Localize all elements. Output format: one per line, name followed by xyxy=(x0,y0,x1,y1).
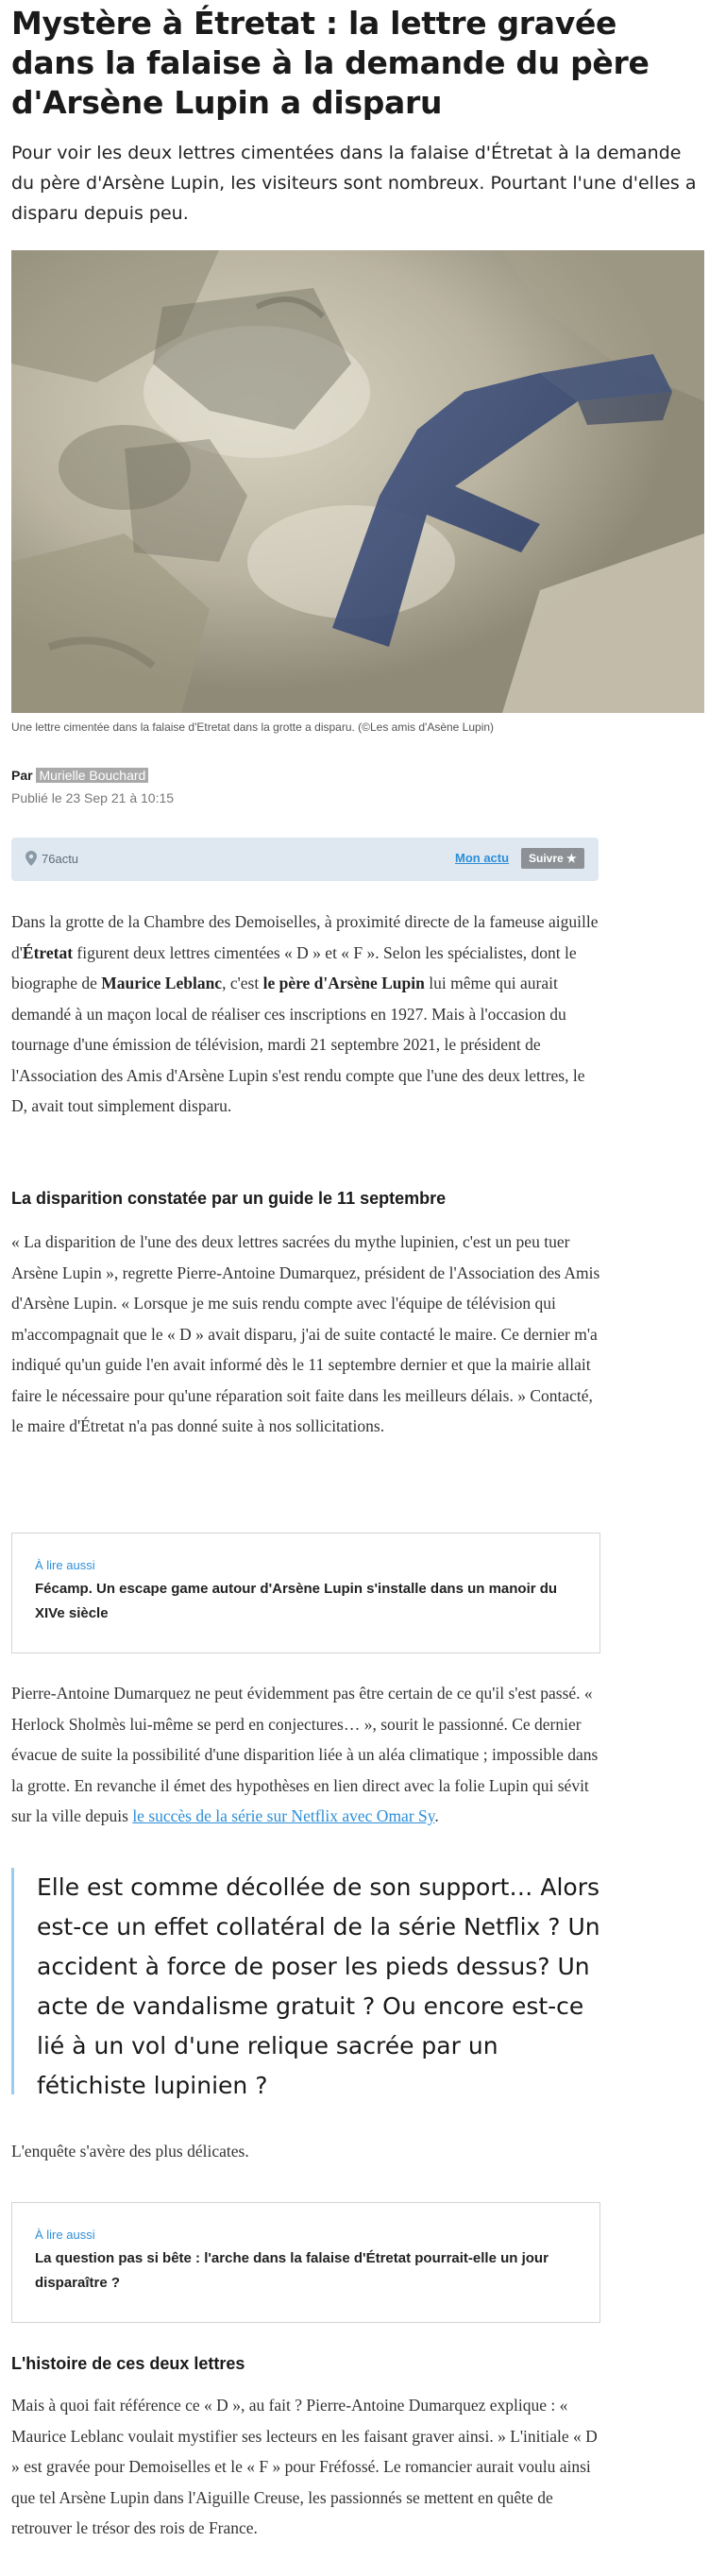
read-also-link[interactable]: Fécamp. Un escape game autour d'Arsène Lupin s'installe dans un manoir du XIVe siècle xyxy=(35,1581,558,1621)
read-also-link[interactable]: La question pas si bête : l'arche dans la falaise d'Étretat pourrait-elle un jour disparaître ? xyxy=(35,2250,549,2291)
read-also-box-2[interactable] xyxy=(11,2202,600,2323)
paragraph-5: Mais à quoi fait référence ce « D », au fait ? Pierre-Antoine Dumarquez explique : « Maurice Leblanc voulait mystifier ses lecteurs en les faisant graver ainsi. » L'initiale « D » est gravée pour Demoiselles et le « F » pour Fréfossé. Le romancier aurait voulu ainsi que tel Arsène Lupin dans l'Aiguille Creuse, les passionnés se mettent en quête de retrouver le trésor des rois de France. xyxy=(11,2396,598,2537)
read-also-kicker: À lire aussi xyxy=(35,2228,95,2242)
source-name[interactable]: 76actu xyxy=(42,852,79,866)
bold-etretat: Étretat xyxy=(22,942,74,962)
read-also-box-1[interactable] xyxy=(11,1533,600,1653)
paragraph-1 xyxy=(11,907,601,1122)
section-heading-disparition: La disparition constatée par un guide le 11 septembre xyxy=(11,1189,447,1208)
hero-image[interactable] xyxy=(11,250,704,713)
text-span: Pierre-Antoine Dumarquez ne peut évidemment pas être certain de ce qu'il s'est passé. « Herlock Sholmès lui-même se perd en conjectures… », sourit le passionné. Ce dernier évacue de suite la possibilité d'une disparition liée à un aléa climatique ; impossible dans la grotte. En revanche il émet des hypothèses en lien direct avec la folie Lupin qui sévit sur la ville depuis xyxy=(11,1684,599,1825)
netflix-series-link[interactable]: le succès de la série sur Netflix avec Omar Sy xyxy=(132,1806,435,1825)
source-bar xyxy=(11,838,599,881)
paragraph-3 xyxy=(11,1678,601,1832)
pull-quote-text: Elle est comme décollée de son support… Alors est-ce un effet collatéral de la série Netflix ? Un accident à force de poser les pieds dessus? Un acte de vandalisme gratuit ? Ou encore est-ce lié à un vol d'une relique sacrée par un fétichiste lupinien ? xyxy=(37,1873,600,2099)
text-span: Dans la grotte de la Chambre des Demoiselles, à proximité directe de la fameuse aiguille d' xyxy=(11,912,599,962)
image-caption: Une lettre cimentée dans la falaise d'Etretat dans la grotte a disparu. (©Les amis d'Asène Lupin) xyxy=(11,720,495,734)
mon-actu-link[interactable]: Mon actu xyxy=(455,851,510,865)
article-title: Mystère à Étretat : la lettre gravée dans la falaise à la demande du père d'Arsène Lupin a disparu xyxy=(11,5,650,121)
paragraph-2: « La disparition de l'une des deux lettres sacrées du mythe lupinien, c'est un peu tuer Arsène Lupin », regrette Pierre-Antoine Dumarquez, président de l'Association des Amis d'Arsène Lupin. « Lorsque je me suis rendu compte avec l'équipe de télévision qui m'accompagnait que le « D » avait disparu, j'ai de suite contacté le maire. Ce dernier m'a indiqué qu'un guide l'en avait informé dès le 11 septembre dernier et que la mairie allait faire le nécessaire pour qu'une réparation soit faite dans les meilleurs délais. » Contacté, le maire d'Étretat n'a pas donné suite à nos sollicitations. xyxy=(11,1232,600,1435)
paragraph-4: L'enquête s'avère des plus délicates. xyxy=(11,2142,249,2161)
bold-maurice-leblanc: Maurice Leblanc xyxy=(101,974,223,992)
byline-prefix: Par xyxy=(11,768,33,783)
published-date: Publié le 23 Sep 21 à 10:15 xyxy=(11,790,175,805)
map-pin-icon xyxy=(25,851,37,866)
byline xyxy=(11,768,148,783)
article-lead: Pour voir les deux lettres cimentées dans la falaise d'Étretat à la demande du père d'Arsène Lupin, les visiteurs sont nombreux. Pourtant l'une d'elles a disparu depuis peu. xyxy=(11,143,697,224)
read-also-kicker: À lire aussi xyxy=(35,1558,95,1572)
bold-pere-arsene-lupin: le père d'Arsène Lupin xyxy=(262,974,425,992)
cliff-letter-photo xyxy=(11,250,704,713)
text-span: , c'est xyxy=(222,974,263,992)
pull-quote xyxy=(11,1868,609,2099)
follow-button[interactable]: Suivre ★ xyxy=(521,848,584,869)
text-span: figurent deux lettres cimentées « D » et « F ». Selon les spécialistes, dont le biographe de xyxy=(11,942,577,992)
section-heading-histoire: L'histoire de ces deux lettres xyxy=(11,2354,245,2373)
text-span: . xyxy=(434,1806,439,1825)
author-link[interactable]: Murielle Bouchard xyxy=(36,768,148,783)
text-span: lui même qui aurait demandé à un maçon local de réaliser ces inscriptions en 1927. Mais à l'occasion du tournage d'une émission de télévision, mardi 21 septembre 2021, le président de l'Association des Amis d'Arsène Lupin s'est rendu compte que l'une des deux lettres, le D, avait tout simplement disparu. xyxy=(11,974,585,1115)
